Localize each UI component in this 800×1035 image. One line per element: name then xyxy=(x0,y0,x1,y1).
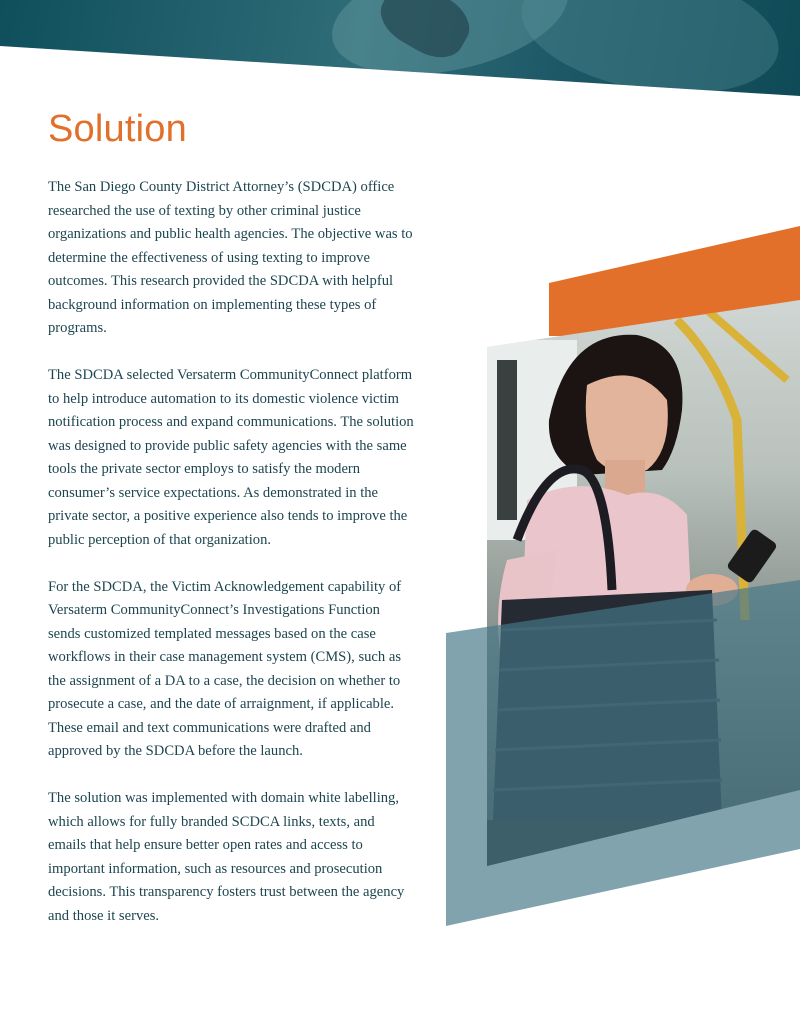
page-title: Solution xyxy=(48,108,187,150)
paragraph-victim-acknowledgement: For the SDCDA, the Victim Acknowledgement capability of Versaterm CommunityConnect’s Investigations Function sends customized templated messages based on the case workflows in their case management system (CMS), such as the assignment of a DA to a case, the decision on whether to prosecute a case, and the date of arraignment, if applicable. These email and text communications were drafted and approved by the SDCDA before the launch. xyxy=(48,578,402,759)
paragraph-platform: The SDCDA selected Versaterm CommunityConnect platform to help introduce automation to its domestic violence victim notification process and expand communications. The solution was designed to provide public safety agencies with the same tools the private sector employs to satisfy the modern consumer’s service expectations. As demonstrated in the private sector, a positive experience also tends to improve the public perception of that organization. xyxy=(48,367,414,548)
header-photo-band xyxy=(0,0,800,100)
paragraph-research: The San Diego County District Attorney’s (SDCDA) office researched the use of texting by other criminal justice organizations and public health agencies. The objective was to determine the effectiveness of using texting to improve outcomes. This research provided the SDCDA with helpful background information on implementing these types of programs. xyxy=(48,179,413,336)
teal-accent-shape xyxy=(446,580,800,926)
header-photo-hand-shape xyxy=(512,0,789,100)
body-text xyxy=(48,176,416,952)
window-frame xyxy=(497,360,517,520)
paragraph-white-labelling: The solution was implemented with domain white labelling, which allows for fully branded SCDCA links, texts, and emails that help ensure better open rates and access to important information, such as resources and prosecution decisions. This transparency fosters trust between the agency and those it serves. xyxy=(48,790,405,924)
phone xyxy=(726,528,778,585)
woman-face xyxy=(586,375,668,473)
